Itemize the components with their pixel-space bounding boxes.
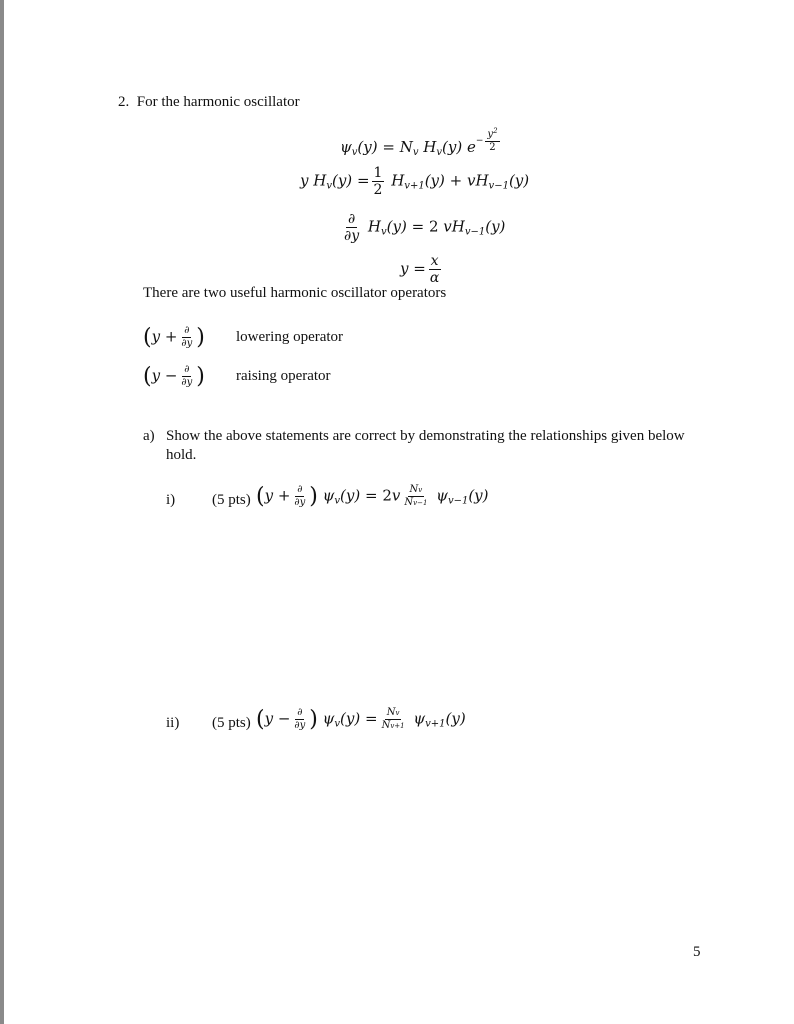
- lowering-operator-expression: (y + $\frac{\partial}{\partial y}$ ): [143, 325, 205, 350]
- item-i-equation: (y + $\frac{\partial}{\partial y}$ ) $\psi_v(y) = 2v$ $\frac{Nv}{Nv-1}$ $\psi_{v-1}(y)$: [256, 484, 489, 509]
- item-ii-points: (5 pts): [212, 715, 251, 731]
- equation-wavefunction: $\psi_v(y) = N_v$ $H_v(y)$ e− $\frac{y^2}{2}$: [340, 127, 498, 158]
- lowering-operator-label: lowering operator: [236, 329, 344, 345]
- part-a-text-line1: Show the above statements are correct by demonstrating the relationships given below: [166, 428, 685, 444]
- operators-intro: There are two useful harmonic oscillator operators: [143, 285, 447, 301]
- item-ii-equation: (y − $\frac{\partial}{\partial y}$ ) $\psi_v(y)$ = $\frac{Nv}{Nv+1}$ $\psi_{v+1}(y)$: [256, 707, 466, 732]
- page-left-border: [0, 0, 4, 1024]
- question-intro: For the harmonic oscillator: [136, 94, 300, 110]
- question-heading: [118, 94, 300, 111]
- raising-operator-expression: (y − $\frac{\partial}{\partial y}$ ): [143, 364, 205, 389]
- page-number: 5: [693, 944, 701, 960]
- equation-derivative: $\frac{\partial}{\partial y}$ $H_v(y) = 2$ $vH_{v-1}(y)$: [344, 211, 506, 244]
- item-i-label: i): [166, 492, 176, 508]
- raising-operator-label: raising operator: [236, 368, 331, 384]
- item-i-points: (5 pts): [212, 492, 251, 508]
- equation-recursion: y $H_v(y)$ = $\frac{1}{2}$ $H_{v+1}(y) + vH_{v-1}(y)$: [300, 165, 530, 198]
- part-a-label: a): [143, 428, 155, 444]
- item-ii-label: ii): [166, 715, 180, 731]
- equation-substitution: y = $\frac{x}{\alpha}$: [400, 253, 440, 286]
- question-number: 2.: [118, 94, 130, 110]
- part-a-text-line2: hold.: [166, 447, 197, 463]
